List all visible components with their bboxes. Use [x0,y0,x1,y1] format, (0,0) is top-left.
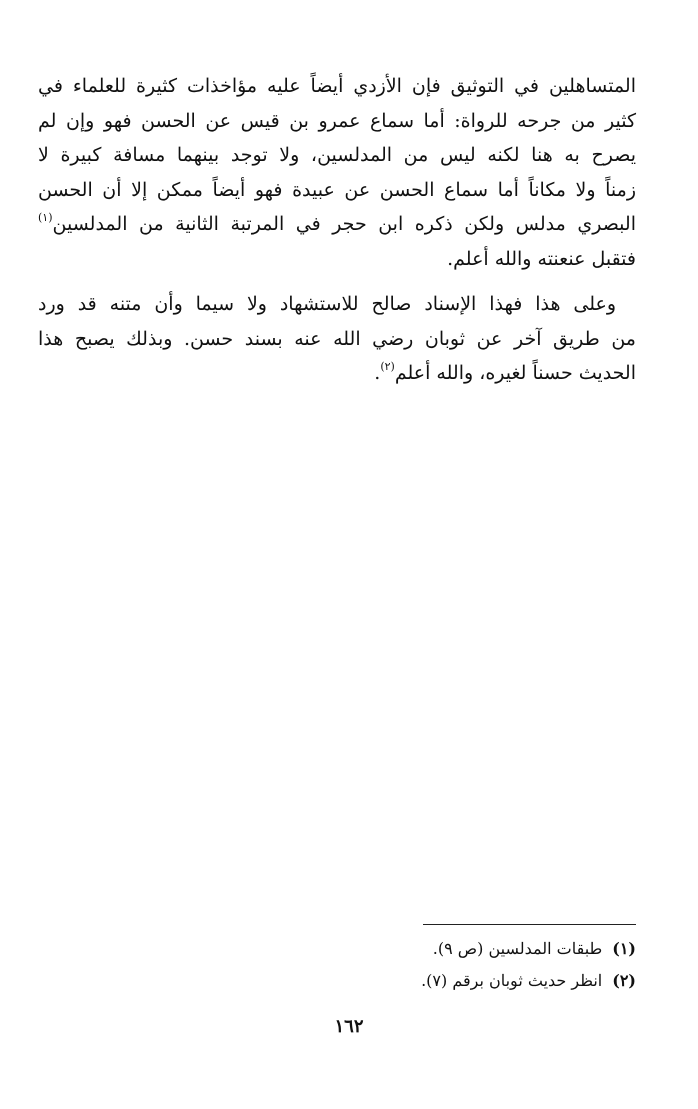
footnote-1 [38,933,636,965]
paragraph-2-line-text: وعلى هذا فهذا الإسناد صالح للاستشهاد ولا سيما وأن متنه قد ورد [38,293,616,315]
paragraph-1-line: المتساهلين في التوثيق فإن الأزدي أيضاً عليه مؤاخذات كثيرة للعلماء في [38,75,636,97]
footnote-text: انظر حديث ثوبان برقم (٧). [421,971,603,990]
footnote-number: (٢) [612,971,636,990]
footnotes [38,933,636,997]
paragraph-1-line-text: البصري مدلس ولكن ذكره ابن حجر في المرتبة الثانية من المدلسين [52,213,636,235]
footnote-reference-2: (٢) [380,360,395,373]
paragraph-1-line [38,207,636,242]
footnote-separator [423,924,636,925]
footnote-number: (١) [612,939,636,958]
paragraph-2 [38,287,636,391]
paragraph-1 [38,69,636,276]
paragraph-2-tail: . [374,362,381,384]
footnote-text: طبقات المدلسين (ص ٩). [432,939,603,958]
paragraph-2-line: من طريق آخر عن ثوبان رضي الله عنه بسند حسن. وبذلك يصبح هذا [38,327,636,350]
footnote-2 [38,965,636,997]
paragraph-2-line-text: الحديث حسناً لغيره، والله أعلم [394,362,636,384]
paragraph-1-line: كثير من جرحه للرواة: أما سماع عمرو بن قيس عن الحسن فهو وإن لم [38,109,636,132]
paragraph-2-line [38,356,636,391]
paragraph-1-line: زمناً ولا مكاناً أما سماع الحسن عن عبيدة فهو أيضاً ممكن إلا أن الحسن [38,178,637,201]
paragraph-1-line: يصرح به هنا لكنه ليس من المدلسين، ولا توجد بينهما مسافة كبيرة لا [38,144,636,166]
paragraph-2-line [38,287,636,322]
page-number: ١٦٢ [334,1016,364,1037]
paragraph-1-line: فتقبل عنعنته والله أعلم. [447,247,636,270]
footnote-reference-1: (١) [38,211,53,224]
